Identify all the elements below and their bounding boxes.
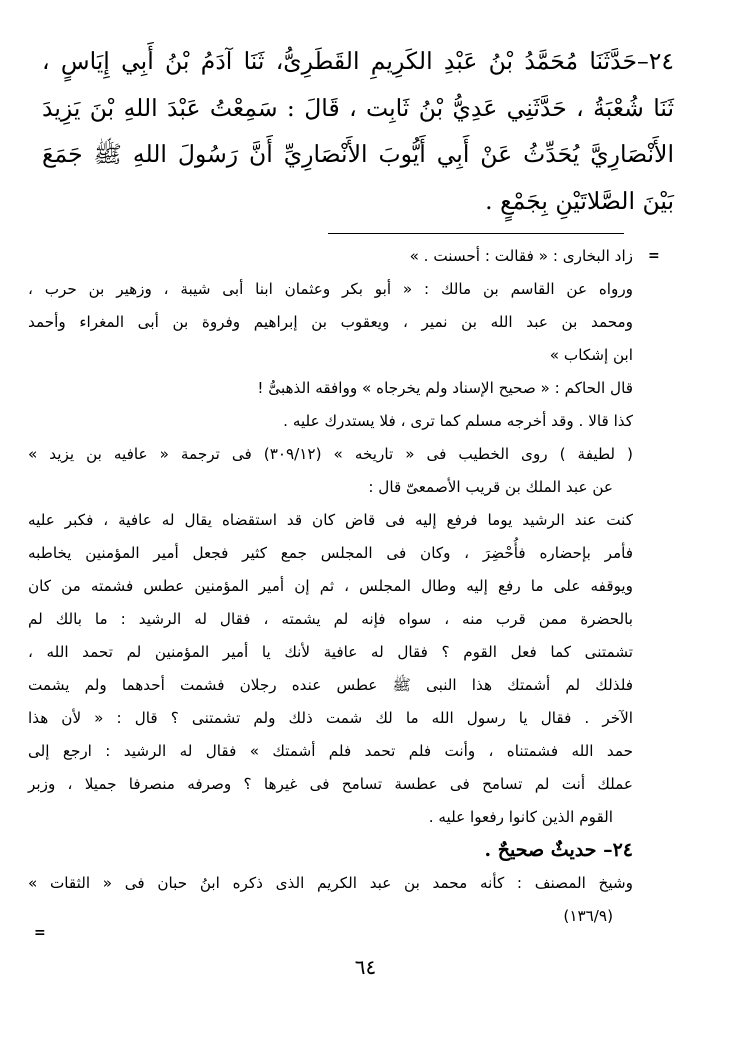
note-line: عن عبد الملك بن قريب الأصمعىّ قال : [368,478,613,496]
margin-mark: = [648,248,660,264]
note-line: زاد البخارى : « فقالت : أحسنت . » [409,247,633,265]
note-line: وشيخ المصنف : كأنه محمد بن عبد الكريم الذى ذكره ابنُ حبان فى « الثقات » [28,874,633,892]
note-line: قال الحاكم : « صحيح الإسناد ولم يخرجاه » ووافقه الذهبىُّ ! [257,379,633,397]
note-line: (١٣٦/٩) [563,907,613,925]
note-line: فلذلك لم أشمتك هذا النبى ﷺ عطس عنده رجلان فشمت أحدهما ولم يشمت [28,676,633,694]
hadith-grade: ٢٤– حديثٌ صحيحٌ . [484,839,633,861]
note-line: فأمر بإحضاره فأُحْضِرَ ، وكان فى المجلس جمع كثير فجعل أمير المؤمنين يخاطبه [28,544,633,562]
hadith-line: ثَنَا شُعْبَةُ ، حَدَّثَنِي عَدِيُّ بْنُ ثَابِت ، قَالَ : سَمِعْتُ عَبْدَ اللهِ بْنَ يَزِيدَ [42,93,674,122]
note-line: ومحمد بن عبد الله بن نمير ، ويعقوب بن إبراهيم وفروة بن أبى المغراء وأحمد [28,313,633,331]
hadith-text [42,38,674,224]
note-line: بالحضرة ممن قرب منه ، سواه فإنه لم يشمته ، فقال له الرشيد : ما بالك لم [28,610,633,628]
note-line: كذا قالا . وقد أخرجه مسلم كما ترى ، فلا يستدرك عليه . [283,412,633,430]
note-line: كنت عند الرشيد يوما فرفع إليه فى قاض كان قد استقضاه يقال له عافية ، فكبر عليه [28,511,633,529]
note-line: عملك أنت لم تسامح فى عطسة تسامح فى غيرها ؟ وصرفه منصرفا جميلا ، وزبر [28,775,633,793]
note-line: ويوقفه على ما رفع إليه وطال المجلس ، ثم إن أمير المؤمنين عطس فشمته من كان [28,577,633,595]
note-line: ابن إشكاب » [549,346,633,364]
note-line: ورواه عن القاسم بن مالك : « أبو بكر وعثمان ابنا أبى شيبة ، وزهير بن حرب ، [28,280,633,298]
note-line: تشمتنى كما فعل القوم ؟ فقال له عافية لأنك يا أمير المؤمنين لم تحمد الله ، [28,643,633,661]
hadith-line: ٢٤–حَدَّثَنَا مُحَمَّدُ بْنُ عَبْدِ الكَرِيمِ القَطَرِىُّ، ثَنَا آدَمُ بْنُ أَبِي إِيَاسٍ ، [42,47,674,75]
note-line: الآخر . فقال يا رسول الله ما لك شمت ذلك ولم تشمتنى ؟ قال : « لأن هذا [28,709,633,727]
footnote-divider [328,233,624,234]
page-number: ٦٤ [354,955,377,979]
note-line: حمد الله فشمتناه ، وأنت فلم تحمد فلم أشمتك » فقال له الرشيد : ارجع إلى [28,742,633,760]
footnotes [28,240,633,933]
hadith-line: الأَنْصَارِيَّ يُحَدِّثُ عَنْ أَبِي أَيُّوبَ الأَنْصَارِيِّ أَنَّ رَسُولَ اللهِ ﷺ جَمَعَ [42,140,674,168]
hadith-line: بَيْنَ الصَّلاتَيْنِ بِجَمْعٍ . [485,186,674,215]
margin-mark: = [34,925,46,941]
note-line: القوم الذين كانوا رفعوا عليه . [428,808,613,826]
note-line: ( لطيفة ) روى الخطيب فى « تاريخه » (٣٠٩/١٢) فى ترجمة « عافيه بن يزيد » [28,445,633,463]
